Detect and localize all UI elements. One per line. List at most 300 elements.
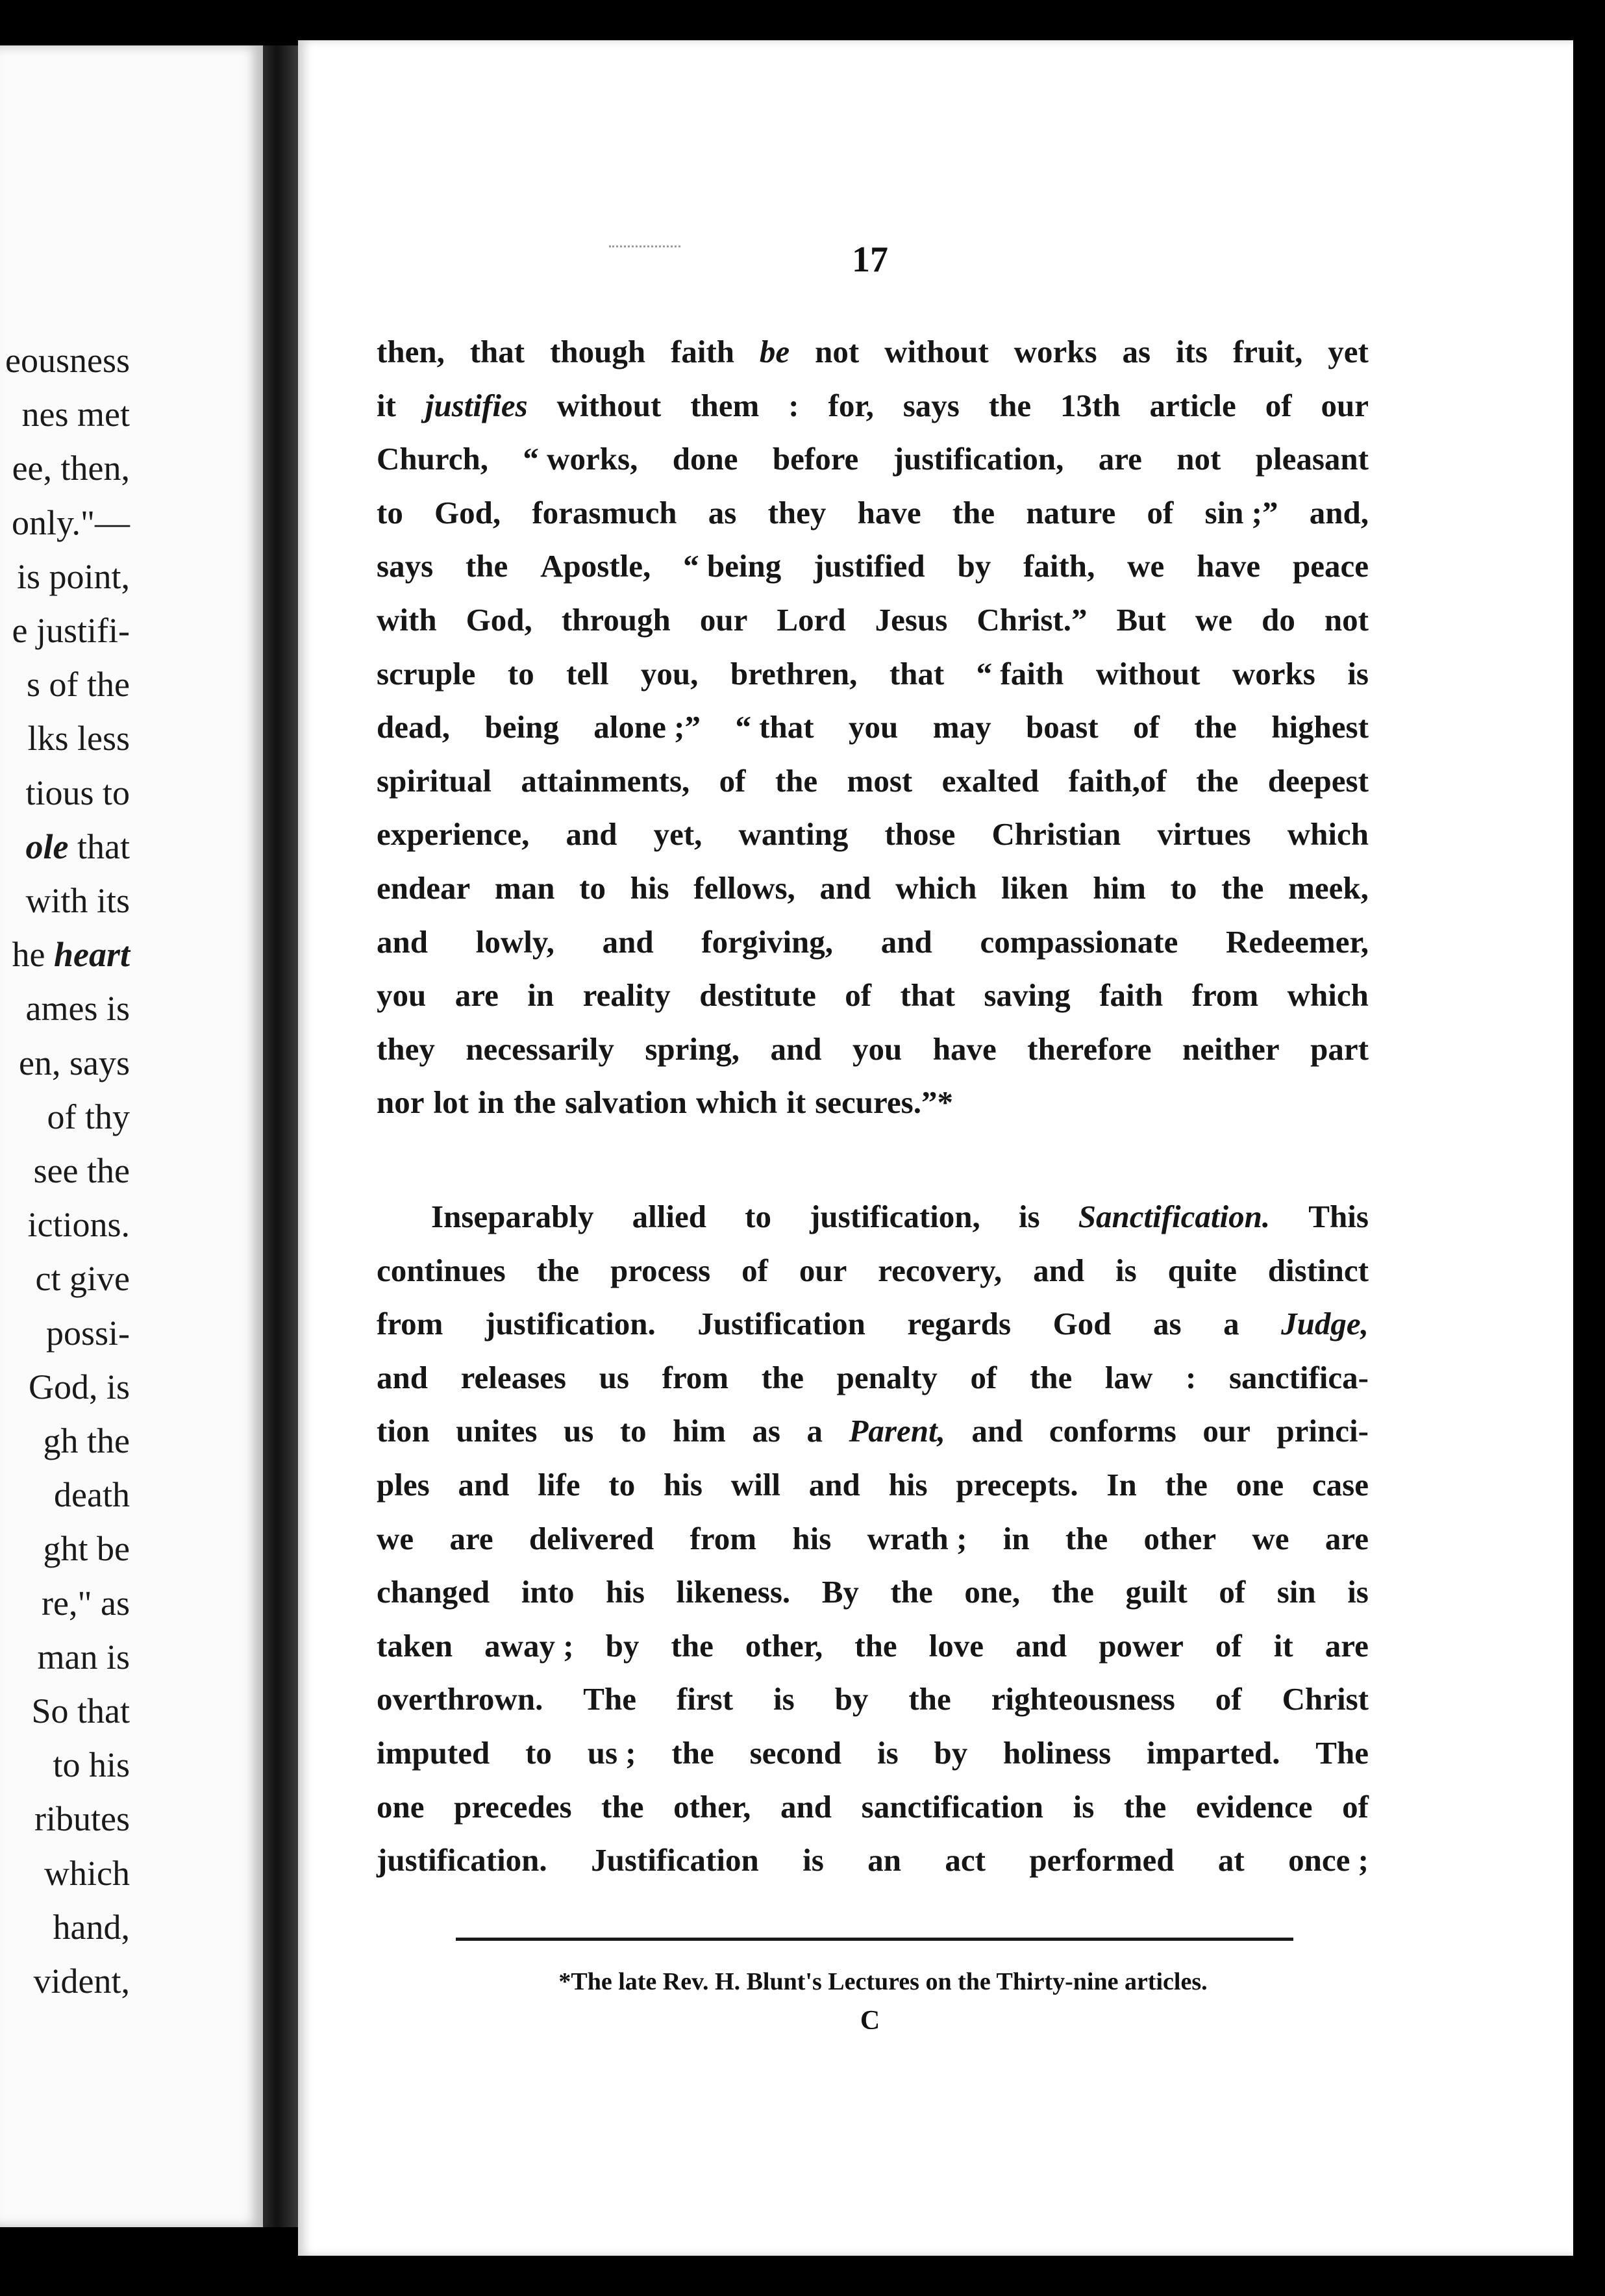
- word: fellows,: [693, 870, 795, 906]
- word: holiness: [1003, 1735, 1112, 1771]
- word: sanctifica-: [1228, 1359, 1369, 1395]
- facing-page-left: [0, 45, 263, 2227]
- word: changed: [377, 1574, 490, 1610]
- text-line: [377, 653, 1369, 695]
- word: The: [1315, 1735, 1369, 1771]
- word: scruple: [377, 655, 476, 692]
- left-page-line: to his: [53, 1745, 130, 1785]
- word: our: [1202, 1413, 1250, 1449]
- word: the: [513, 1084, 556, 1121]
- word: most: [847, 762, 913, 799]
- word: faith: [671, 334, 735, 369]
- word: as: [1122, 334, 1151, 369]
- word: justified: [814, 548, 925, 584]
- word: they: [377, 1030, 435, 1067]
- word: his: [630, 870, 669, 906]
- word: though: [550, 334, 646, 369]
- word: the: [601, 1788, 644, 1825]
- word: sin ;”: [1204, 494, 1278, 530]
- word: the: [775, 762, 818, 799]
- word: evidence: [1195, 1788, 1313, 1825]
- word: Apostle,: [540, 548, 651, 584]
- word: neither: [1182, 1030, 1280, 1067]
- word: regards: [907, 1306, 1012, 1342]
- word: tell: [566, 655, 609, 692]
- left-page-line: death: [54, 1475, 130, 1515]
- word: from: [690, 1520, 757, 1556]
- text-line: [377, 1571, 1369, 1613]
- word: to: [745, 1199, 771, 1234]
- word: lowly,: [475, 923, 554, 960]
- page-number: 17: [852, 240, 888, 280]
- word: :: [1186, 1359, 1197, 1395]
- left-page-line: man is: [37, 1637, 130, 1677]
- word: fruit,: [1232, 334, 1303, 369]
- word: and: [566, 816, 617, 853]
- text-line: [377, 921, 1369, 963]
- word: an: [867, 1842, 901, 1878]
- word: be: [759, 334, 790, 369]
- word: taken: [377, 1627, 453, 1664]
- word: have: [857, 494, 921, 530]
- word: other: [1143, 1520, 1217, 1556]
- text-line: [377, 1840, 1369, 1881]
- word: in: [527, 977, 554, 1014]
- word: law: [1104, 1359, 1153, 1395]
- word: of: [1133, 709, 1160, 745]
- word: by: [605, 1627, 640, 1664]
- text-line: [377, 545, 1369, 587]
- text-line: [377, 492, 1369, 534]
- word: to: [619, 1413, 647, 1449]
- word: continues: [377, 1252, 506, 1288]
- signature-mark: C: [860, 2006, 880, 2036]
- word: penalty: [836, 1359, 938, 1395]
- word: liken: [1001, 870, 1069, 906]
- text-line: [431, 1196, 1369, 1238]
- word: as: [752, 1413, 780, 1449]
- word: peace: [1292, 548, 1369, 584]
- word: endear: [377, 870, 471, 906]
- word: reality: [582, 977, 671, 1014]
- left-page-line: lks less: [27, 719, 130, 758]
- word: and: [458, 1467, 510, 1503]
- word: highest: [1271, 709, 1369, 745]
- word: it: [786, 1084, 806, 1121]
- text-line: [377, 1786, 1369, 1828]
- word: to: [579, 870, 606, 906]
- word: virtues: [1157, 816, 1251, 853]
- word: our: [799, 1252, 847, 1288]
- word: Lord: [777, 602, 846, 638]
- word: the: [671, 1627, 714, 1664]
- word: justifies: [425, 387, 528, 423]
- word: ples: [377, 1467, 430, 1503]
- word: to: [1170, 870, 1197, 906]
- word: wrath ;: [867, 1520, 967, 1556]
- word: case: [1312, 1467, 1369, 1503]
- word: the: [465, 548, 508, 584]
- word: in: [1002, 1520, 1030, 1556]
- word: and: [971, 1413, 1023, 1449]
- word: him: [1093, 870, 1146, 906]
- word: his: [606, 1574, 645, 1610]
- word: destitute: [699, 977, 816, 1014]
- word: secures.”*: [815, 1084, 953, 1121]
- word: as: [708, 494, 737, 530]
- word: that: [900, 977, 955, 1014]
- word: we: [1252, 1520, 1289, 1556]
- word: are: [1325, 1627, 1369, 1664]
- word: is: [1347, 655, 1369, 692]
- word: “ faith: [976, 655, 1064, 692]
- left-page-line: gh the: [43, 1421, 130, 1460]
- word: you: [377, 977, 427, 1014]
- word: spiritual: [377, 762, 491, 799]
- text-line: [377, 814, 1369, 855]
- word: his: [888, 1467, 928, 1503]
- word: likeness.: [676, 1574, 791, 1610]
- word: releases: [460, 1359, 567, 1395]
- word: distinct: [1267, 1252, 1369, 1288]
- word: are: [454, 977, 499, 1014]
- word: do: [1262, 602, 1295, 638]
- word: is: [773, 1681, 795, 1717]
- text-line: [377, 1732, 1369, 1774]
- word: love: [928, 1627, 984, 1664]
- word: the: [988, 387, 1032, 423]
- word: the: [1165, 1467, 1208, 1503]
- word: experience,: [377, 816, 530, 853]
- word: guilt: [1125, 1574, 1188, 1610]
- word: In: [1106, 1467, 1137, 1503]
- word: the: [854, 1627, 897, 1664]
- word: the: [1065, 1520, 1108, 1556]
- left-page-line: re," as: [42, 1583, 130, 1623]
- word: is: [802, 1842, 824, 1878]
- word: faith,: [1023, 548, 1095, 584]
- print-mark: [609, 245, 680, 250]
- word: the: [536, 1252, 580, 1288]
- text-line: [377, 1625, 1369, 1667]
- word: the: [671, 1735, 714, 1771]
- word: faith: [1099, 977, 1163, 1014]
- word: man: [494, 870, 555, 906]
- word: will: [730, 1467, 780, 1503]
- left-page-line: God, is: [28, 1367, 130, 1406]
- word: the: [1029, 1359, 1073, 1395]
- word: us: [599, 1359, 629, 1395]
- word: delivered: [529, 1520, 654, 1556]
- word: works: [1014, 334, 1097, 369]
- word: second: [749, 1735, 842, 1771]
- word: alone ;”: [593, 709, 701, 745]
- word: that: [889, 655, 945, 692]
- word: one: [377, 1788, 425, 1825]
- word: precepts.: [956, 1467, 1078, 1503]
- word: overthrown.: [377, 1681, 543, 1717]
- word: allied: [632, 1199, 706, 1234]
- word: a: [1223, 1306, 1239, 1342]
- word: “ that: [735, 709, 814, 745]
- word: by: [957, 548, 991, 584]
- word: and: [808, 1467, 860, 1503]
- word: other,: [673, 1788, 751, 1825]
- word: without: [1095, 655, 1201, 692]
- word: works: [1232, 655, 1315, 692]
- word: yet,: [653, 816, 703, 853]
- word: away ;: [484, 1627, 574, 1664]
- word: and: [1015, 1627, 1067, 1664]
- word: have: [1197, 548, 1261, 584]
- word: imputed: [377, 1735, 490, 1771]
- left-page-line: of thy: [47, 1097, 130, 1136]
- word: of: [719, 762, 746, 799]
- word: of: [1215, 1681, 1242, 1717]
- word: of: [1215, 1627, 1242, 1664]
- footnote: *The late Rev. H. Blunt's Lectures on the Thirty-nine articles.: [558, 1968, 1208, 1995]
- word: us: [563, 1413, 594, 1449]
- word: part: [1310, 1030, 1369, 1067]
- word: they: [767, 494, 827, 530]
- word: are: [449, 1520, 493, 1556]
- word: it: [377, 387, 396, 423]
- word: righteousness: [991, 1681, 1175, 1717]
- word: and,: [1309, 494, 1369, 530]
- word: which: [696, 1084, 778, 1121]
- word: sanctification: [861, 1788, 1044, 1825]
- word: to: [608, 1467, 636, 1503]
- left-page-line: he heart: [12, 935, 130, 975]
- word: which: [1287, 816, 1369, 853]
- word: for,: [828, 387, 874, 423]
- left-page-line: ght be: [43, 1529, 130, 1569]
- word: 13th: [1060, 387, 1121, 423]
- left-page-line: en, says: [19, 1043, 130, 1082]
- text-line: [377, 599, 1369, 641]
- word: with: [377, 602, 437, 638]
- word: are: [1098, 441, 1142, 477]
- text-line: [377, 1410, 1369, 1452]
- word: By: [821, 1574, 859, 1610]
- word: by: [834, 1681, 869, 1717]
- word: have: [932, 1030, 997, 1067]
- word: article: [1149, 387, 1236, 423]
- word: one: [1236, 1467, 1284, 1503]
- word: “ being: [683, 548, 782, 584]
- word: his: [792, 1520, 832, 1556]
- text-line: [377, 331, 1369, 373]
- word: not: [1324, 602, 1369, 638]
- left-page-line: ames is: [25, 989, 130, 1029]
- word: that: [469, 334, 525, 369]
- word: compassionate: [980, 923, 1178, 960]
- word: them: [690, 387, 760, 423]
- word: wanting: [738, 816, 849, 853]
- word: those: [884, 816, 956, 853]
- word: one,: [964, 1574, 1021, 1610]
- left-page-line: e justifi-: [12, 611, 130, 650]
- word: is: [1347, 1574, 1369, 1610]
- word: Judge,: [1281, 1306, 1369, 1342]
- word: exalted: [941, 762, 1039, 799]
- word: Christ.”: [977, 602, 1088, 638]
- word: of: [1219, 1574, 1246, 1610]
- word: act: [945, 1842, 986, 1878]
- word: us ;: [587, 1735, 636, 1771]
- word: brethren,: [730, 655, 858, 692]
- word: therefore: [1027, 1030, 1152, 1067]
- word: forasmuch: [532, 494, 677, 530]
- word: without: [884, 334, 989, 369]
- word: by: [934, 1735, 968, 1771]
- word: says: [377, 548, 434, 584]
- word: is: [1018, 1199, 1040, 1234]
- word: and: [602, 923, 654, 960]
- word: before: [772, 441, 859, 477]
- word: Church,: [377, 441, 489, 477]
- word: Jesus: [875, 602, 948, 638]
- left-page-line: only."—: [11, 503, 130, 542]
- word: Redeemer,: [1226, 923, 1369, 960]
- word: recovery,: [878, 1252, 1002, 1288]
- word: Christian: [991, 816, 1121, 853]
- word: attainments,: [521, 762, 690, 799]
- text-line: [377, 1518, 1369, 1560]
- word: the: [952, 494, 995, 530]
- text-line: [377, 1082, 1369, 1123]
- word: justification,: [893, 441, 1064, 477]
- word: The: [583, 1681, 636, 1717]
- word: lot: [433, 1084, 469, 1121]
- word: other,: [745, 1627, 823, 1664]
- word: Sanctification.: [1078, 1199, 1271, 1234]
- word: in: [477, 1084, 504, 1121]
- word: yet: [1328, 334, 1369, 369]
- left-page-line: ictions.: [27, 1205, 130, 1245]
- word: life: [538, 1467, 580, 1503]
- word: justification.: [377, 1842, 547, 1878]
- word: Christ: [1282, 1681, 1369, 1717]
- word: its: [1175, 334, 1208, 369]
- word: faith,of: [1068, 762, 1167, 799]
- word: into: [521, 1574, 575, 1610]
- text-line: [377, 1250, 1369, 1292]
- word: you: [852, 1030, 902, 1067]
- word: we: [1195, 602, 1233, 638]
- word: the: [761, 1359, 804, 1395]
- word: of: [1147, 494, 1174, 530]
- word: the: [1221, 870, 1264, 906]
- word: quite: [1167, 1252, 1237, 1288]
- word: spring,: [645, 1030, 740, 1067]
- word: imparted.: [1146, 1735, 1280, 1771]
- left-page-line: is point,: [16, 556, 130, 596]
- word: But: [1116, 602, 1166, 638]
- word: first: [676, 1681, 734, 1717]
- word: we: [1127, 548, 1165, 584]
- footnote-rule: [456, 1938, 1293, 1941]
- word: boast: [1026, 709, 1099, 745]
- text-line: [377, 385, 1369, 427]
- word: pleasant: [1255, 441, 1369, 477]
- left-page-line: vident,: [33, 1962, 130, 2001]
- word: not: [1176, 441, 1221, 477]
- word: deepest: [1267, 762, 1369, 799]
- word: his: [664, 1467, 703, 1503]
- word: being: [484, 709, 559, 745]
- text-line: [377, 1357, 1369, 1399]
- word: from: [662, 1359, 729, 1395]
- book-gutter: [263, 45, 298, 2227]
- word: justification,: [810, 1199, 980, 1234]
- word: This: [1308, 1199, 1369, 1234]
- word: the: [1194, 709, 1237, 745]
- text-line: [377, 1029, 1369, 1070]
- left-page-line: hand,: [53, 1907, 130, 1947]
- word: the: [1123, 1788, 1167, 1825]
- word: not: [815, 334, 860, 369]
- text-line: [377, 1303, 1369, 1345]
- word: “ works,: [523, 441, 638, 477]
- word: princi-: [1276, 1413, 1369, 1449]
- word: and: [780, 1788, 832, 1825]
- word: is: [1115, 1252, 1137, 1288]
- word: Parent,: [849, 1413, 945, 1449]
- word: justification.: [485, 1306, 656, 1342]
- word: is: [1073, 1788, 1095, 1825]
- word: the: [890, 1574, 933, 1610]
- left-page-line: see the: [33, 1151, 130, 1190]
- word: a: [806, 1413, 823, 1449]
- word: and: [819, 870, 871, 906]
- word: may: [932, 709, 991, 745]
- word: of: [845, 977, 872, 1014]
- word: the: [1196, 762, 1239, 799]
- word: which: [895, 870, 977, 906]
- word: Inseparably: [431, 1199, 594, 1234]
- word: are: [1325, 1520, 1369, 1556]
- word: through: [561, 602, 671, 638]
- word: God,: [466, 602, 532, 638]
- word: our: [699, 602, 748, 638]
- text-line: [377, 1678, 1369, 1720]
- word: performed: [1029, 1842, 1175, 1878]
- word: dead,: [377, 709, 451, 745]
- word: conforms: [1049, 1413, 1176, 1449]
- word: and: [880, 923, 932, 960]
- text-line: [377, 760, 1369, 802]
- word: at: [1217, 1842, 1245, 1878]
- text-line: [377, 438, 1369, 480]
- word: and: [377, 923, 429, 960]
- word: to: [525, 1735, 552, 1771]
- word: from: [377, 1306, 443, 1342]
- word: you,: [640, 655, 699, 692]
- left-page-line: nes met: [21, 395, 130, 434]
- left-page-line: which: [44, 1853, 130, 1893]
- word: salvation: [565, 1084, 688, 1121]
- word: forgiving,: [701, 923, 834, 960]
- word: the: [1051, 1574, 1094, 1610]
- word: Justification: [591, 1842, 759, 1878]
- word: of: [741, 1252, 768, 1288]
- left-page-line: ole that: [25, 827, 130, 866]
- word: of: [970, 1359, 997, 1395]
- word: necessarily: [466, 1030, 614, 1067]
- word: nor: [377, 1084, 425, 1121]
- left-page-line: tious to: [25, 773, 130, 812]
